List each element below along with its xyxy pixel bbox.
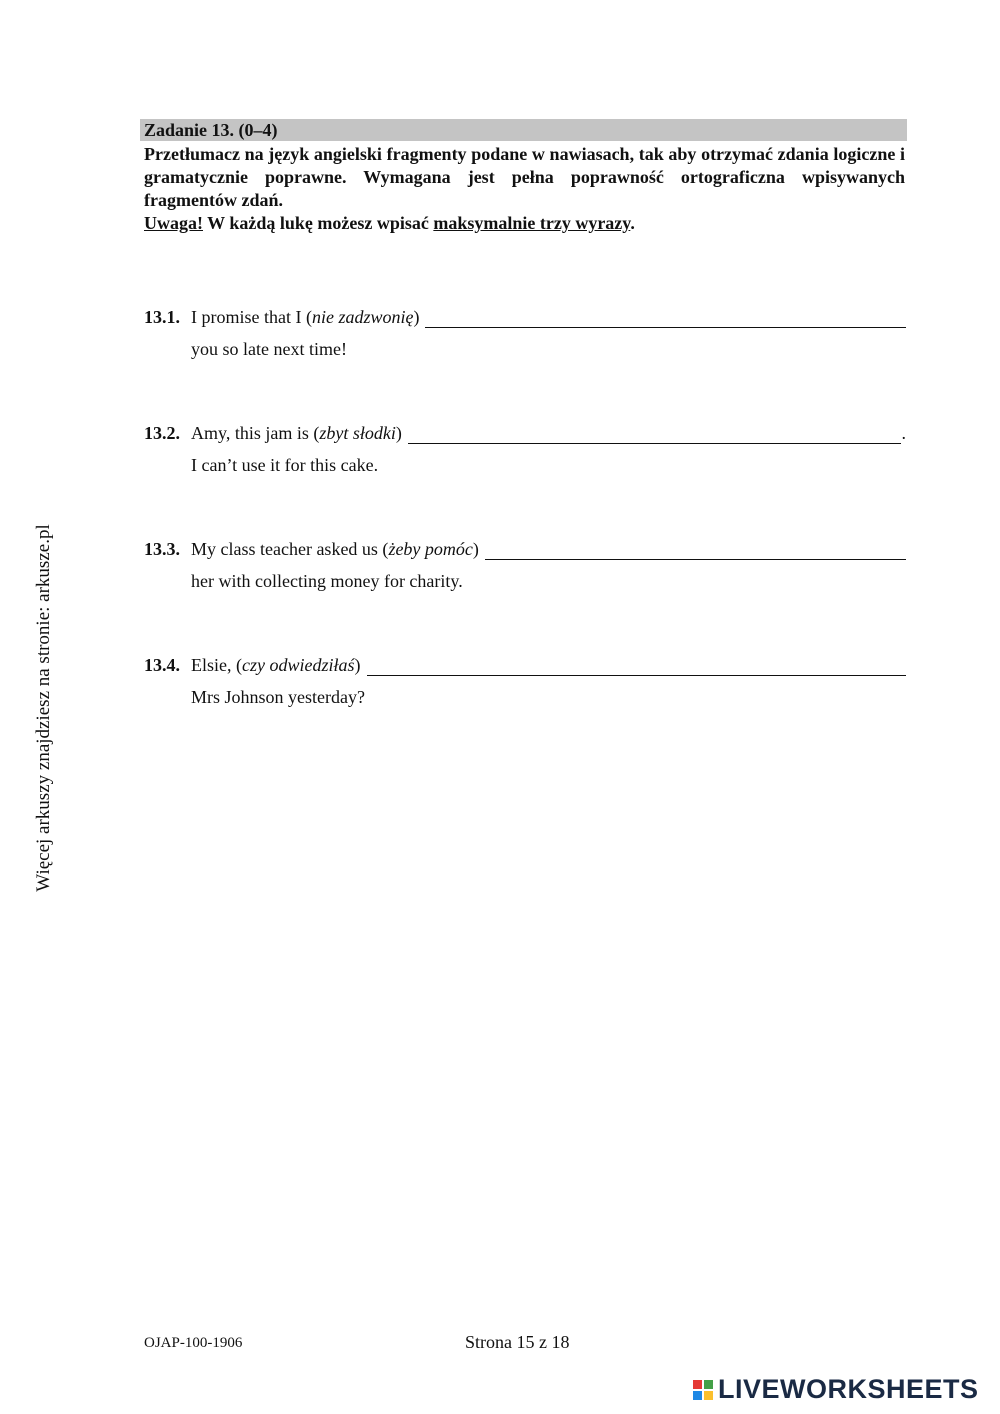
- warning-underlined: maksymalnie trzy wyrazy: [433, 213, 631, 233]
- warning-label: Uwaga!: [144, 213, 203, 233]
- logo-square: [704, 1380, 713, 1389]
- exercise-number: 13.4.: [144, 655, 180, 675]
- exercise-13-4: [144, 652, 906, 708]
- logo-text: LIVEWORKSHEETS: [718, 1374, 979, 1404]
- exercise-continuation: her with collecting money for charity.: [191, 571, 463, 591]
- exercise-13-2: [144, 420, 906, 476]
- warning-end: .: [630, 213, 635, 233]
- logo-square: [704, 1391, 713, 1400]
- exercise-number: 13.2.: [144, 423, 180, 443]
- answer-blank[interactable]: [485, 541, 906, 560]
- side-note: Więcej arkuszy znajdziesz na stronie: arkusze.pl: [33, 524, 54, 892]
- exercise-hint: żeby pomóc: [388, 539, 473, 559]
- exercise-continuation: Mrs Johnson yesterday?: [191, 687, 365, 707]
- exercise-number: 13.3.: [144, 539, 180, 559]
- logo-square: [693, 1380, 702, 1389]
- exercise-text: Amy, this jam is (zbyt słodki): [191, 423, 402, 443]
- task-title: Zadanie 13. (0–4): [140, 119, 907, 141]
- exercise-hint: czy odwiedziłaś: [242, 655, 355, 675]
- warning-line: [144, 212, 905, 235]
- sentence-end: .: [901, 423, 906, 443]
- exam-code: OJAP-100-1906: [144, 1335, 243, 1351]
- exercise-hint: nie zadzwonię: [311, 307, 414, 327]
- answer-blank[interactable]: [367, 657, 907, 676]
- exercise-13-3: [144, 536, 906, 592]
- exercise-number: 13.1.: [144, 307, 180, 327]
- exercise-text: I promise that I (nie zadzwonię): [191, 307, 420, 327]
- warning-text: W każdą lukę możesz wpisać: [203, 213, 434, 233]
- instruction-text: Przetłumacz na język angielski fragmenty podane w nawiasach, tak aby otrzymać zdania logiczne i gramatycznie poprawne. Wymagana jest pełna poprawność ortograficzna wpisywanych fragmentów zdań.: [144, 144, 905, 210]
- page-number: Strona 15 z 18: [465, 1332, 570, 1352]
- exercise-continuation: I can’t use it for this cake.: [191, 455, 379, 475]
- answer-blank[interactable]: [425, 309, 906, 328]
- task-instructions: [144, 143, 905, 235]
- logo-square: [693, 1391, 702, 1400]
- logo-icon: [693, 1380, 713, 1400]
- exercise-text: My class teacher asked us (żeby pomóc): [191, 539, 479, 559]
- exercise-continuation: you so late next time!: [191, 339, 347, 359]
- exercise-13-1: [144, 304, 906, 360]
- answer-blank[interactable]: [408, 425, 901, 444]
- exercise-hint: zbyt słodki: [319, 423, 396, 443]
- exercise-text: Elsie, (czy odwiedziłaś): [191, 655, 361, 675]
- liveworksheets-logo[interactable]: [693, 1374, 979, 1405]
